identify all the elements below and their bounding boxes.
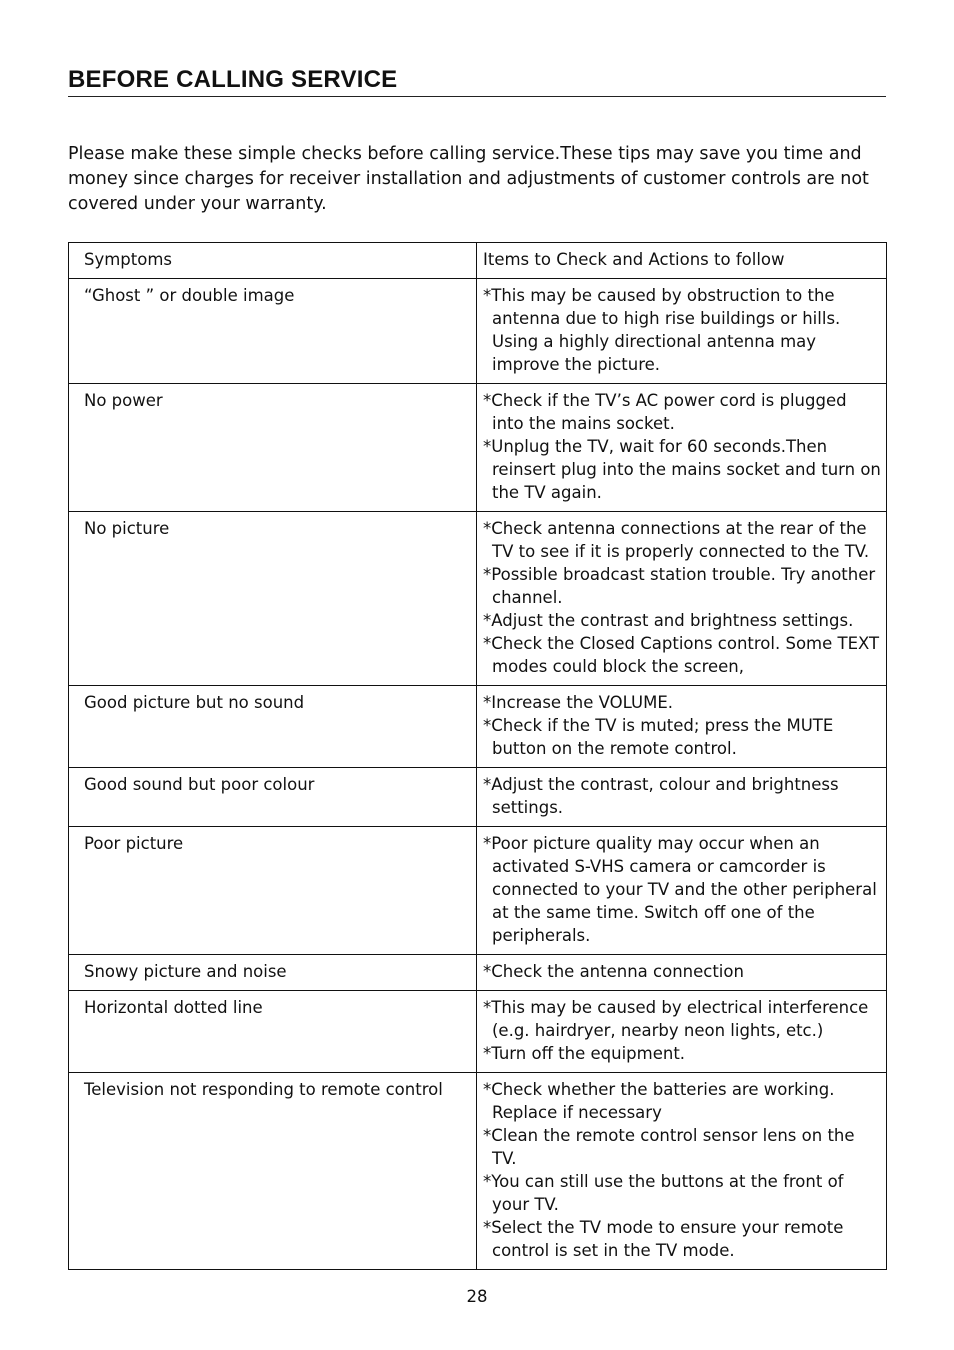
page-title: BEFORE CALLING SERVICE	[68, 66, 398, 93]
action-item: *Check if the TV’s AC power cord is plugged into the mains socket.	[483, 391, 847, 433]
action-item: *Unplug the TV, wait for 60 seconds.Then reinsert plug into the mains socket and turn on the TV again.	[483, 437, 881, 502]
symptom-cell: Snowy picture and noise	[69, 955, 477, 991]
actions-cell	[477, 768, 887, 827]
action-item: *Increase the VOLUME.	[483, 693, 673, 712]
actions-cell	[477, 991, 887, 1073]
action-item: *Check the Closed Captions control. Some TEXT modes could block the screen,	[483, 634, 880, 676]
table-row	[69, 1073, 887, 1270]
action-item: *Check whether the batteries are working. Replace if necessary	[483, 1080, 835, 1122]
column-header-actions: Items to Check and Actions to follow	[477, 243, 887, 279]
symptom-cell: Good sound but poor colour	[69, 768, 477, 827]
actions-cell	[477, 955, 887, 991]
symptom-cell: No power	[69, 384, 477, 512]
symptom-cell: Good picture but no sound	[69, 686, 477, 768]
table-row	[69, 768, 887, 827]
intro-paragraph: Please make these simple checks before calling service.These tips may save you time and money since charges for receiver installation and adjustments of customer controls are not covered under your warranty.	[68, 144, 869, 214]
symptom-cell: No picture	[69, 512, 477, 686]
title-divider	[68, 96, 886, 97]
page-number: 28	[466, 1287, 488, 1306]
action-item: *Adjust the contrast and brightness settings.	[483, 611, 854, 630]
action-item: *This may be caused by obstruction to the antenna due to high rise buildings or hills. Using a highly directional antenna may improve the picture.	[483, 286, 841, 374]
action-item: *Turn off the equipment.	[483, 1044, 686, 1063]
action-item: *You can still use the buttons at the front of your TV.	[483, 1172, 844, 1214]
actions-cell	[477, 512, 887, 686]
symptom-cell: Horizontal dotted line	[69, 991, 477, 1073]
action-item: *Check the antenna connection	[483, 962, 744, 981]
action-item: *Poor picture quality may occur when an activated S-VHS camera or camcorder is connected to your TV and the other peripheral at the same time. Switch off one of the peripherals.	[483, 834, 877, 945]
table-header-row	[69, 243, 887, 279]
action-item: *Possible broadcast station trouble. Try another channel.	[483, 565, 876, 607]
symptom-cell: “Ghost ” or double image	[69, 279, 477, 384]
action-item: *Select the TV mode to ensure your remote control is set in the TV mode.	[483, 1218, 844, 1260]
action-item: *Check if the TV is muted; press the MUTE button on the remote control.	[483, 716, 834, 758]
action-item: *Adjust the contrast, colour and brightness settings.	[483, 775, 839, 817]
troubleshooting-table	[68, 242, 887, 1270]
table-row	[69, 955, 887, 991]
actions-cell	[477, 1073, 887, 1270]
table-row	[69, 991, 887, 1073]
table-row	[69, 827, 887, 955]
symptom-cell: Poor picture	[69, 827, 477, 955]
symptom-cell: Television not responding to remote control	[69, 1073, 477, 1270]
actions-cell	[477, 384, 887, 512]
table-row	[69, 512, 887, 686]
actions-cell	[477, 827, 887, 955]
table-row	[69, 686, 887, 768]
action-item: *This may be caused by electrical interference (e.g. hairdryer, nearby neon lights, etc.)	[483, 998, 869, 1040]
action-item: *Clean the remote control sensor lens on the TV.	[483, 1126, 855, 1168]
table-body	[69, 279, 887, 1270]
table-row	[69, 279, 887, 384]
column-header-symptoms: Symptoms	[69, 243, 477, 279]
action-item: *Check antenna connections at the rear of the TV to see if it is properly connected to the TV.	[483, 519, 870, 561]
actions-cell	[477, 686, 887, 768]
actions-cell	[477, 279, 887, 384]
table-row	[69, 384, 887, 512]
